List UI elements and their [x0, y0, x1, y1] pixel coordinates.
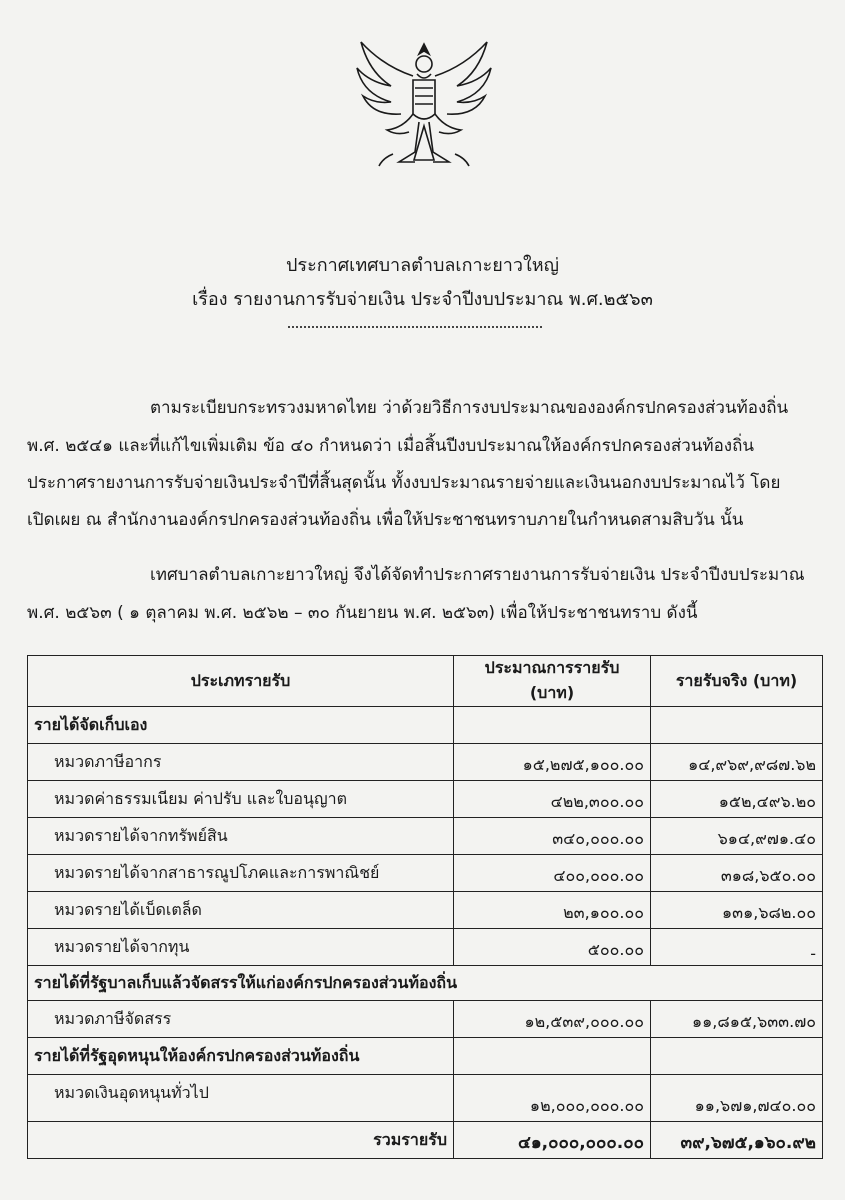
item-label: หมวดรายได้เบ็ดเตล็ด: [28, 892, 454, 929]
item-label: หมวดเงินอุดหนุนทั่วไป: [28, 1075, 454, 1122]
actual-cell: ๑๑,๘๑๕,๖๓๓.๗๐: [651, 1001, 823, 1038]
category-label: รายได้ที่รัฐอุดหนุนให้องค์กรปกครองส่วนท้องถิ่น: [28, 1038, 454, 1075]
actual-cell: ๑๕๒,๔๙๖.๒๐: [651, 781, 823, 818]
total-actual: ๓๙,๖๗๕,๑๖๐.๙๒: [651, 1122, 823, 1159]
table-header-row: [28, 656, 823, 707]
table-row: [28, 781, 823, 818]
estimate-cell: ๑๒,๕๓๙,๐๐๐.๐๐: [454, 1001, 651, 1038]
actual-cell: ๓๑๘,๖๕๐.๐๐: [651, 855, 823, 892]
table-row: [28, 707, 823, 744]
table-row: [28, 1075, 823, 1122]
paragraph-line: ประกาศรายงานการรับจ่ายเงินประจำปีที่สิ้นสุดนั้น ทั้งงบประมาณรายจ่ายและเงินนอกงบประมาณไว้ โดย: [27, 473, 781, 493]
actual-cell: ๑๓๑,๖๘๒.๐๐: [651, 892, 823, 929]
dotted-separator: [288, 326, 542, 328]
column-header-estimate: ประมาณการรายรับ (บาท): [454, 656, 651, 707]
paragraph-line: พ.ศ. ๒๕๔๑ และที่แก้ไขเพิ่มเติม ข้อ ๔๐ กำหนดว่า เมื่อสิ้นปีงบประมาณให้องค์กรปกครองส่วนท้องถิ่น: [27, 436, 755, 456]
actual-cell: [651, 707, 823, 744]
garuda-emblem-icon: [353, 36, 495, 178]
table-row: [28, 1001, 823, 1038]
estimate-cell: ๔๒๒,๓๐๐.๐๐: [454, 781, 651, 818]
estimate-cell: ๔๐๐,๐๐๐.๐๐: [454, 855, 651, 892]
announcement-subject: เรื่อง รายงานการรับจ่ายเงิน ประจำปีงบประมาณ พ.ศ.๒๕๖๓: [192, 289, 653, 310]
paragraph-line: เปิดเผย ณ สำนักงานองค์กรปกครองส่วนท้องถิ่น เพื่อให้ประชาชนทราบภายในกำหนดสามสิบวัน นั้น: [27, 510, 744, 530]
estimate-cell: [454, 707, 651, 744]
paragraph-line: ตามระเบียบกระทรวงมหาดไทย ว่าด้วยวิธีการงบประมาณขององค์กรปกครองส่วนท้องถิ่น: [150, 398, 789, 418]
actual-cell: ๑๑,๖๗๑,๗๔๐.๐๐: [651, 1075, 823, 1122]
table-row: [28, 892, 823, 929]
item-label: หมวดภาษีอากร: [28, 744, 454, 781]
table-row: [28, 1038, 823, 1075]
item-label: หมวดรายได้จากทรัพย์สิน: [28, 818, 454, 855]
revenue-table: [27, 655, 823, 1159]
total-label: รวมรายรับ: [28, 1122, 454, 1159]
table-total-row: [28, 1122, 823, 1159]
estimate-cell: ๒๓,๑๐๐.๐๐: [454, 892, 651, 929]
actual-cell: [651, 1038, 823, 1075]
estimate-cell: ๑๒,๐๐๐,๐๐๐.๐๐: [454, 1075, 651, 1122]
item-label: หมวดรายได้จากทุน: [28, 929, 454, 966]
estimate-cell: ๓๔๐,๐๐๐.๐๐: [454, 818, 651, 855]
column-header-actual: รายรับจริง (บาท): [651, 656, 823, 707]
actual-cell: -: [651, 929, 823, 966]
item-label: หมวดค่าธรรมเนียม ค่าปรับ และใบอนุญาต: [28, 781, 454, 818]
table-row: [28, 744, 823, 781]
actual-cell: ๖๑๔,๙๗๑.๔๐: [651, 818, 823, 855]
column-header-type: ประเภทรายรับ: [28, 656, 454, 707]
table-row: [28, 855, 823, 892]
category-label: รายได้ที่รัฐบาลเก็บแล้วจัดสรรให้แก่องค์กรปกครองส่วนท้องถิ่น: [28, 966, 823, 1001]
paragraph-line: พ.ศ. ๒๕๖๓ ( ๑ ตุลาคม พ.ศ. ๒๕๖๒ – ๓๐ กันยายน พ.ศ. ๒๕๖๓) เพื่อให้ประชาชนทราบ ดังนี้: [27, 603, 698, 623]
estimate-cell: ๕๐๐.๐๐: [454, 929, 651, 966]
item-label: หมวดภาษีจัดสรร: [28, 1001, 454, 1038]
estimate-cell: ๑๕,๒๗๕,๑๐๐.๐๐: [454, 744, 651, 781]
table-row: [28, 818, 823, 855]
item-label: หมวดรายได้จากสาธารณูปโภคและการพาณิชย์: [28, 855, 454, 892]
category-label: รายได้จัดเก็บเอง: [28, 707, 454, 744]
announcement-title: ประกาศเทศบาลตำบลเกาะยาวใหญ่: [285, 255, 560, 276]
table-row: [28, 966, 823, 1001]
table-row: [28, 929, 823, 966]
paragraph-line: เทศบาลตำบลเกาะยาวใหญ่ จึงได้จัดทำประกาศรายงานการรับจ่ายเงิน ประจำปีงบประมาณ: [150, 565, 805, 585]
total-estimate: ๔๑,๐๐๐,๐๐๐.๐๐: [454, 1122, 651, 1159]
estimate-cell: [454, 1038, 651, 1075]
actual-cell: ๑๔,๙๖๙,๙๘๗.๖๒: [651, 744, 823, 781]
